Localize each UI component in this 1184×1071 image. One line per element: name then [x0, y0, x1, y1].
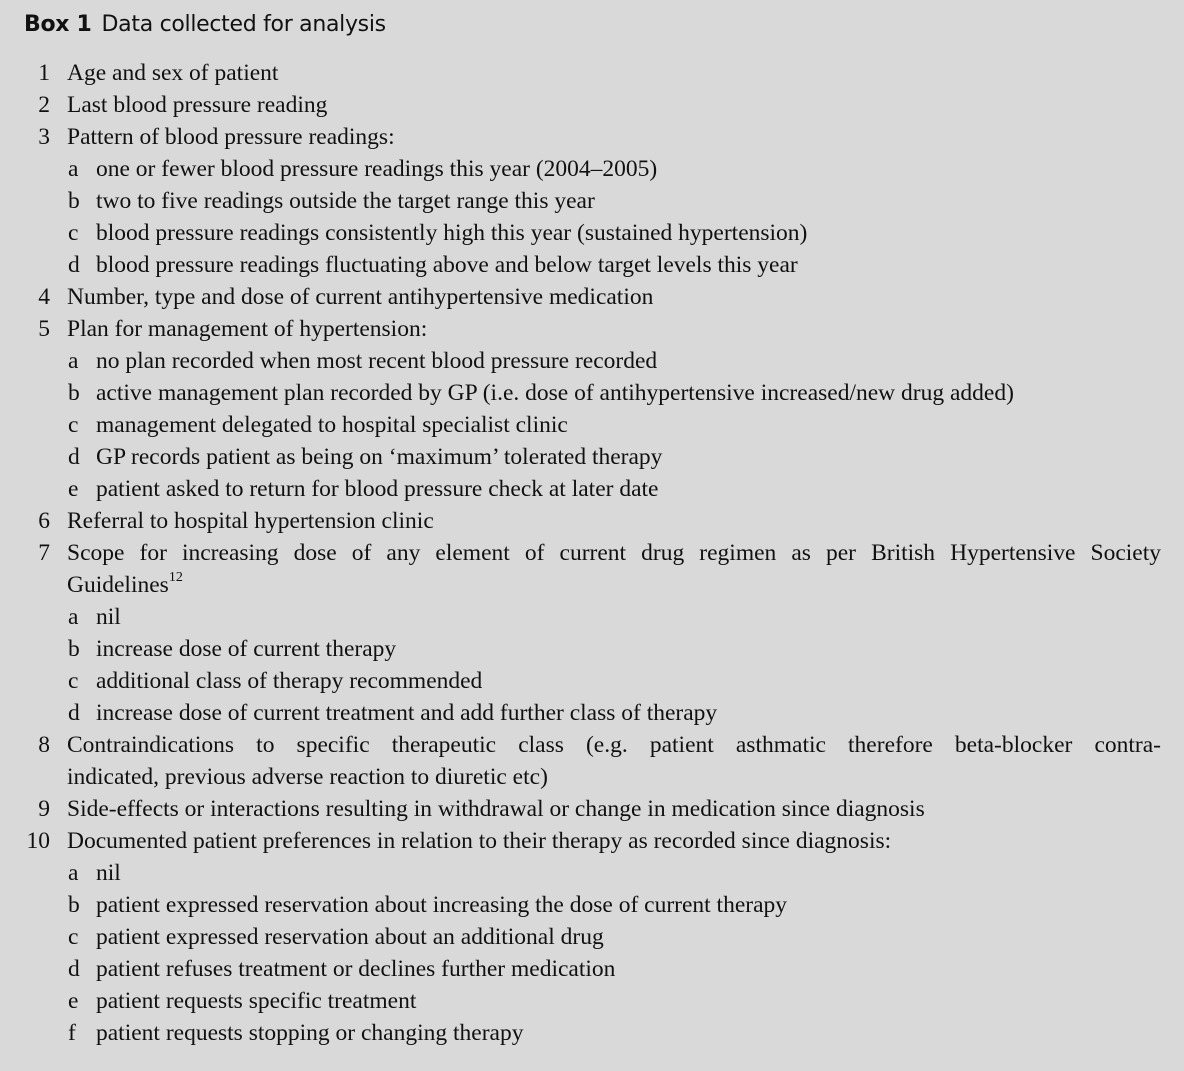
- item-number: 3: [38, 124, 50, 150]
- data-list: [0, 57, 1184, 1049]
- box-title: [24, 10, 386, 40]
- list-item: [0, 729, 1184, 761]
- list-item: [0, 793, 1184, 825]
- sub-item: [0, 377, 1184, 409]
- item-text: Number, type and dose of current antihypertensive medication: [67, 284, 654, 310]
- list-item: [0, 121, 1184, 153]
- sub-item: [0, 1017, 1184, 1049]
- item-text: Referral to hospital hypertension clinic: [67, 508, 434, 534]
- sub-item: [0, 409, 1184, 441]
- item-number: 1: [38, 60, 50, 86]
- item-text: Contraindications to specific therapeutic class (e.g. patient asthmatic therefore beta-blocker contra-: [67, 732, 1161, 758]
- sub-item: [0, 857, 1184, 889]
- list-item: [0, 505, 1184, 537]
- sub-item-letter: b: [68, 892, 80, 918]
- item-text: Documented patient preferences in relation to their therapy as recorded since diagnosis:: [67, 828, 892, 854]
- box-title-text: Data collected for analysis: [101, 12, 386, 37]
- sub-item-letter: d: [68, 252, 80, 278]
- sub-item-text: nil: [96, 860, 121, 886]
- sub-item-letter: b: [68, 380, 80, 406]
- sub-item-text: nil: [96, 604, 121, 630]
- item-number: 2: [38, 92, 50, 118]
- item-text-line2: indicated, previous adverse reaction to diuretic etc): [67, 764, 548, 790]
- list-item: [0, 281, 1184, 313]
- citation-superscript: 12: [168, 570, 183, 586]
- sub-item-text: patient requests stopping or changing therapy: [96, 1020, 524, 1046]
- sub-item: [0, 985, 1184, 1017]
- sub-item-letter: c: [68, 412, 79, 438]
- sub-item-text: patient expressed reservation about an additional drug: [96, 924, 604, 950]
- item-text: Scope for increasing dose of any element of current drug regimen as per British Hypertensive Society: [67, 540, 1161, 566]
- sub-item-letter: d: [68, 956, 80, 982]
- list-item-continuation: [0, 761, 1184, 793]
- item-number: 8: [38, 732, 50, 758]
- sub-item-letter: c: [68, 220, 79, 246]
- list-item: [0, 825, 1184, 857]
- sub-item-text: additional class of therapy recommended: [96, 668, 483, 694]
- sub-item: [0, 185, 1184, 217]
- sub-item: [0, 473, 1184, 505]
- sub-item-text: increase dose of current therapy: [96, 636, 397, 662]
- item-text: Pattern of blood pressure readings:: [67, 124, 395, 150]
- item-text: Side-effects or interactions resulting in withdrawal or change in medication since diagnosis: [67, 796, 925, 822]
- sub-item-text: patient expressed reservation about increasing the dose of current therapy: [96, 892, 788, 918]
- item-number: 10: [26, 828, 50, 854]
- sub-item-text: GP records patient as being on ‘maximum’ tolerated therapy: [96, 444, 663, 470]
- item-text: Last blood pressure reading: [67, 92, 328, 118]
- sub-item: [0, 633, 1184, 665]
- sub-item-letter: c: [68, 924, 79, 950]
- sub-item-text: blood pressure readings consistently high this year (sustained hypertension): [96, 220, 808, 246]
- item-text: Age and sex of patient: [67, 60, 279, 86]
- sub-item-letter: a: [68, 156, 79, 182]
- list-item-continuation: [0, 569, 1184, 601]
- sub-item-text: two to five readings outside the target range this year: [96, 188, 595, 214]
- sub-item: [0, 953, 1184, 985]
- sub-item-letter: a: [68, 860, 79, 886]
- sub-item: [0, 217, 1184, 249]
- sub-item-letter: c: [68, 668, 79, 694]
- list-item: [0, 313, 1184, 345]
- sub-item: [0, 665, 1184, 697]
- list-item: [0, 537, 1184, 569]
- item-text-continued: [67, 569, 183, 601]
- item-number: 6: [38, 508, 50, 534]
- sub-item-text: one or fewer blood pressure readings this year (2004–2005): [96, 156, 658, 182]
- item-text-line2: Guidelines: [67, 572, 169, 598]
- sub-item-letter: a: [68, 348, 79, 374]
- sub-item-letter: b: [68, 636, 80, 662]
- sub-item-text: patient refuses treatment or declines further medication: [96, 956, 616, 982]
- sub-item-text: patient asked to return for blood pressure check at later date: [96, 476, 659, 502]
- sub-item-text: blood pressure readings fluctuating above and below target levels this year: [96, 252, 798, 278]
- sub-item: [0, 249, 1184, 281]
- list-item: [0, 57, 1184, 89]
- sub-item-text: patient requests specific treatment: [96, 988, 417, 1014]
- item-number: 9: [38, 796, 50, 822]
- sub-item: [0, 921, 1184, 953]
- sub-item-text: increase dose of current treatment and add further class of therapy: [96, 700, 718, 726]
- sub-item: [0, 153, 1184, 185]
- sub-item-letter: d: [68, 700, 80, 726]
- sub-item-letter: a: [68, 604, 79, 630]
- sub-item-letter: e: [68, 988, 79, 1014]
- item-number: 4: [38, 284, 50, 310]
- item-number: 7: [38, 540, 50, 566]
- sub-item: [0, 697, 1184, 729]
- sub-item-text: active management plan recorded by GP (i.e. dose of antihypertensive increased/new drug added): [96, 380, 1014, 406]
- sub-item-letter: d: [68, 444, 80, 470]
- sub-item-letter: f: [68, 1020, 76, 1046]
- sub-item: [0, 441, 1184, 473]
- sub-item-letter: e: [68, 476, 79, 502]
- sub-item: [0, 601, 1184, 633]
- sub-item-letter: b: [68, 188, 80, 214]
- sub-item: [0, 345, 1184, 377]
- box-label: Box 1: [24, 12, 92, 37]
- item-text: Plan for management of hypertension:: [67, 316, 428, 342]
- sub-item-text: no plan recorded when most recent blood pressure recorded: [96, 348, 658, 374]
- sub-item-text: management delegated to hospital specialist clinic: [96, 412, 568, 438]
- list-item: [0, 89, 1184, 121]
- item-number: 5: [38, 316, 50, 342]
- sub-item: [0, 889, 1184, 921]
